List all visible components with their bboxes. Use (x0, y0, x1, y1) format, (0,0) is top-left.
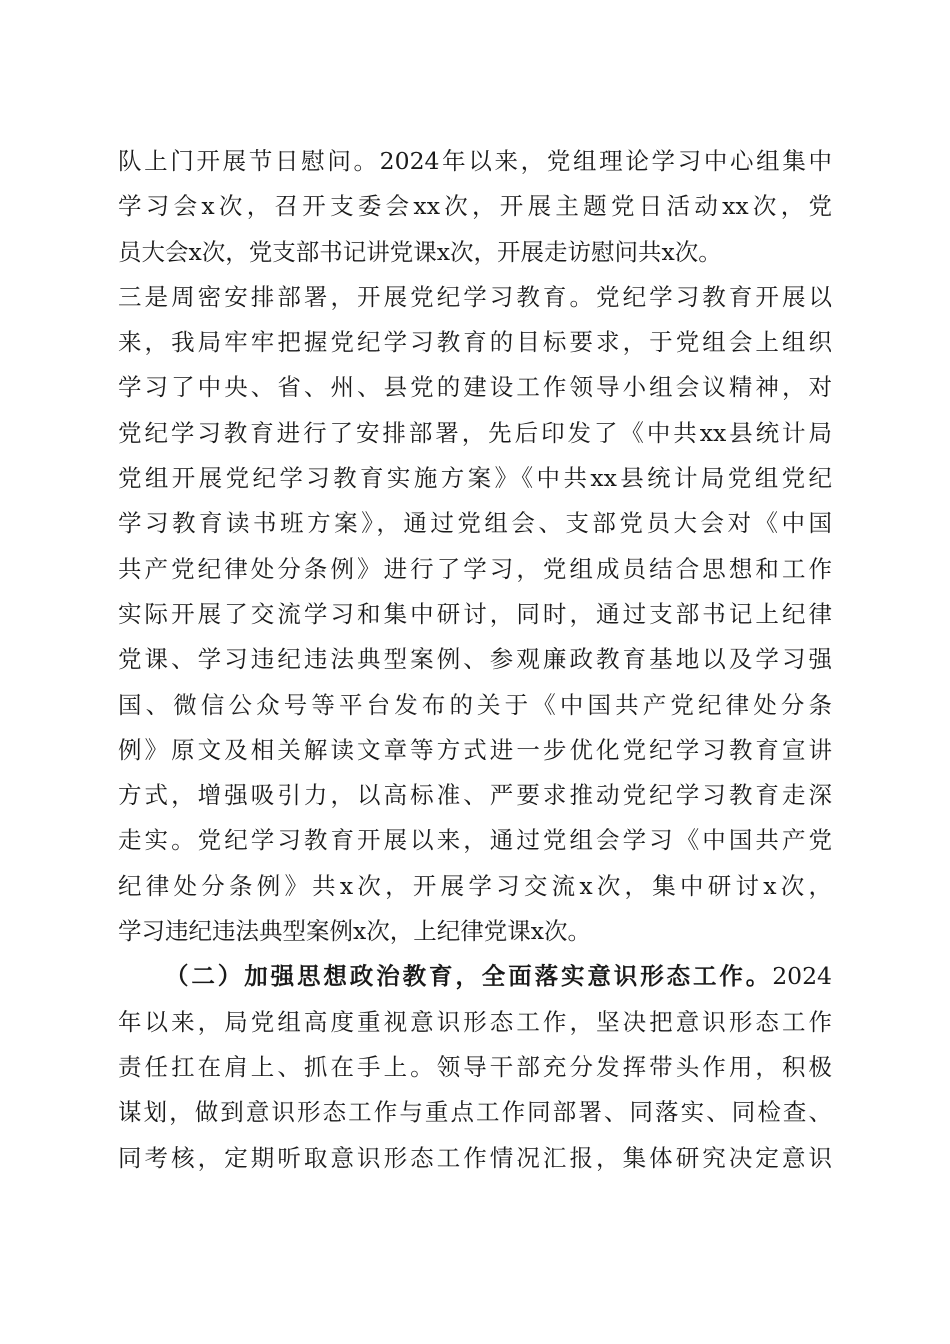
text-line: 党纪学习教育进行了安排部署，先后印发了《中共xx县统计局 (118, 418, 832, 447)
text-line: 员大会x次，党支部书记讲党课x次，开展走访慰问共x次。 (118, 237, 722, 266)
text-line: 例》原文及相关解读文章等方式进一步优化党纪学习教育宣讲 (118, 735, 832, 764)
text-line: 责任扛在肩上、抓在手上。领导干部充分发挥带头作用，积极 (118, 1052, 832, 1081)
section-heading-line (118, 954, 832, 999)
text-line: 三是周密安排部署，开展党纪学习教育。党纪学习教育开展以 (118, 282, 832, 311)
text-line: 年以来，局党组高度重视意识形态工作，坚决把意识形态工作 (118, 1007, 832, 1036)
text-line: 学习违纪违法典型案例x次，上纪律党课x次。 (118, 917, 592, 946)
text-line: 纪律处分条例》共x次，开展学习交流x次，集中研讨x次， (118, 871, 832, 900)
text-line: 党组开展党纪学习教育实施方案》《中共xx县统计局党组党纪 (118, 464, 832, 493)
text-line: 来，我局牢牢把握党纪学习教育的目标要求，于党组会上组织 (118, 328, 832, 357)
section-heading-trailing-text: 2024 (772, 962, 832, 991)
section-heading: （二）加强思想政治教育，全面落实意识形态工作。 (165, 962, 773, 991)
text-line: 国、微信公众号等平台发布的关于《中国共产党纪律处分条 (118, 690, 832, 719)
text-line: 队上门开展节日慰问。2024年以来，党组理论学习中心组集中 (118, 147, 832, 175)
text-line: 同考核，定期听取意识形态工作情况汇报，集体研究决定意识 (118, 1143, 832, 1172)
text-line: 共产党纪律处分条例》进行了学习，党组成员结合思想和工作 (118, 554, 832, 583)
text-line: 学习会x次，召开支委会xx次，开展主题党日活动xx次，党 (118, 192, 832, 221)
text-line: 方式，增强吸引力，以高标准、严要求推动党纪学习教育走深 (118, 781, 832, 810)
text-line: 谋划，做到意识形态工作与重点工作同部署、同落实、同检查、 (118, 1098, 832, 1127)
body-text (118, 139, 832, 1181)
text-line: 走实。党纪学习教育开展以来，通过党组会学习《中国共产党 (118, 826, 832, 855)
text-line: 实际开展了交流学习和集中研讨，同时，通过支部书记上纪律 (118, 599, 832, 628)
text-line: 学习了中央、省、州、县党的建设工作领导小组会议精神，对 (118, 373, 832, 402)
text-line: 学习教育读书班方案》，通过党组会、支部党员大会对《中国 (118, 509, 832, 538)
text-line: 党课、学习违纪违法典型案例、参观廉政教育基地以及学习强 (118, 645, 832, 674)
